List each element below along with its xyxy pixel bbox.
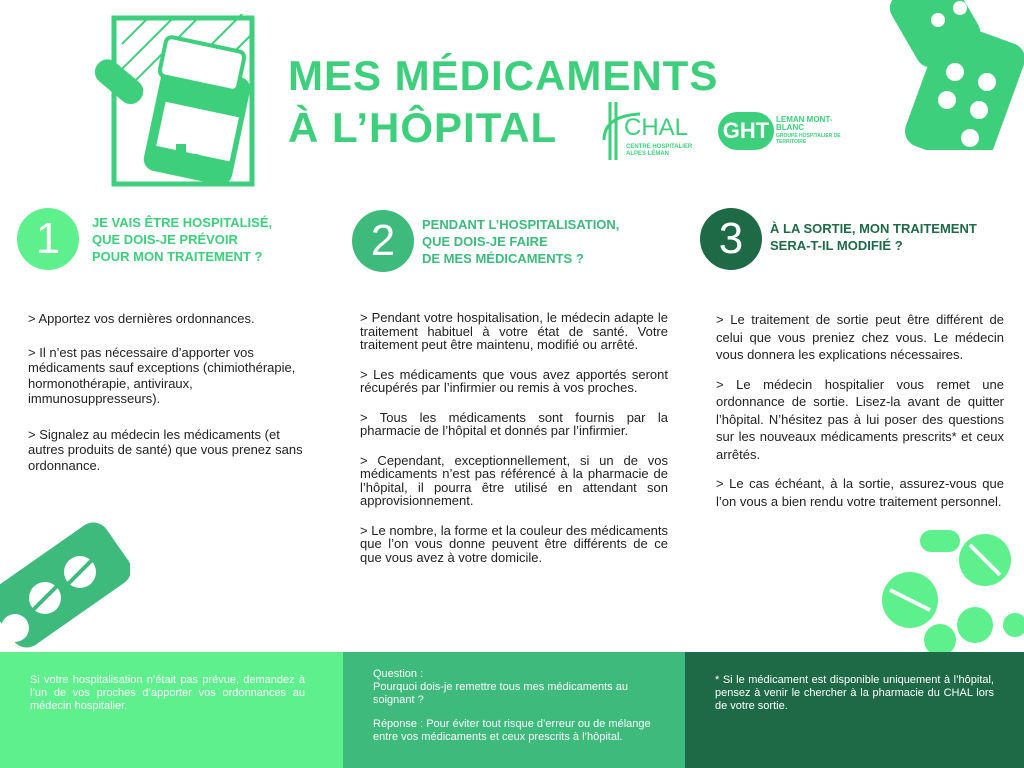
faq-answer: Réponse : Pour éviter tout risque d’erreur ou de mélange entre vos médicaments et ceux prescrits à l’hôpital. <box>373 718 651 743</box>
paragraph: > Il n’est pas nécessaire d’apporter vos médicaments sauf exceptions (chimiothérapie, hormonothérapie, antiviraux, immunosuppresseurs). <box>28 344 296 406</box>
heading-line: JE VAIS ÊTRE HOSPITALISÉ, <box>92 215 273 230</box>
section-2-heading <box>422 216 619 267</box>
paragraph: > Le traitement de sortie peut être différent de celui que vous preniez chez vous. Le médecin vous donnera les explications nécessaires. <box>716 312 1004 362</box>
paragraph: > Le cas échéant, à la sortie, assurez-vous que l’on vous a bien rendu votre traitement personnel. <box>716 476 1004 509</box>
faq-question-label: Question : <box>373 668 424 680</box>
footer-tip-text: Si votre hospitalisation n’était pas prévue, demandez à l’un de vos proches d’apporter vos ordonnances au médecin hospitalier. <box>30 674 305 712</box>
footer-tip <box>0 652 343 768</box>
title-line-1: MES MÉDICAMENTS <box>288 52 719 99</box>
ght-logo-subtitle: GROUPE HOSPITALIER DE TERRITOIRE <box>776 133 841 145</box>
section-3-heading <box>770 220 977 254</box>
footer-faq <box>343 652 685 768</box>
pills-icon <box>880 530 1024 652</box>
pill-blister-icon <box>0 520 130 652</box>
chal-logo <box>600 100 715 162</box>
section-1-body <box>28 311 308 489</box>
paragraph: > Signalez au médecin les médicaments (et autres produits de santé) que vous prenez sans ordonnance. <box>28 426 303 473</box>
ght-logo-text: GHT <box>718 112 774 150</box>
heading-line: DE MES MÉDICAMENTS ? <box>422 251 584 266</box>
paragraph: > Tous les médicaments sont fournis par la pharmacie de l’hôpital et donnés par l’infirmier. <box>360 409 668 438</box>
step-number-2: 2 <box>352 210 414 272</box>
paragraph: > Apportez vos dernières ordonnances. <box>28 311 255 326</box>
heading-line: QUE DOIS-JE PRÉVOIR <box>92 232 238 247</box>
ght-logo <box>718 112 848 152</box>
heading-line: POUR MON TRAITEMENT ? <box>92 249 263 264</box>
paragraph: > Les médicaments que vous avez apportés seront récupérés par l’infirmier ou remis à vos proches. <box>360 366 668 395</box>
footer-note-text: * Si le médicament est disponible uniquement à l’hôpital, pensez à venir le chercher à la pharmacie du CHAL lors de votre sortie. <box>715 674 994 712</box>
section-2-body <box>360 311 668 580</box>
footer-note <box>685 652 1024 768</box>
paragraph: > Cependant, exceptionnellement, si un de vos médicaments n’est pas référencé à la pharmacie de l’hôpital, il pourra être utilisé en attendant son approvisionnement. <box>360 452 668 508</box>
heading-line: À LA SORTIE, MON TRAITEMENT <box>770 221 977 236</box>
heading-line: QUE DOIS-JE FAIRE <box>422 234 548 249</box>
medicine-bottle-illustration <box>92 14 257 189</box>
step-number-1: 1 <box>17 208 79 270</box>
paragraph: > Pendant votre hospitalisation, le médecin adapte le traitement habituel à votre état de santé. Votre traitement peut être maintenu, modifié ou arrêté. <box>360 310 668 352</box>
ght-logo-name: LEMAN MONT-BLANC <box>776 115 833 132</box>
paragraph: > Le nombre, la forme et la couleur des médicaments que l’on vous donne peuvent être différents de ce que vous avez à votre domicile. <box>360 522 668 565</box>
step-number-3: 3 <box>700 208 762 270</box>
faq-question: Pourquoi dois-je remettre tous mes médicaments au soignant ? <box>373 681 628 706</box>
chal-logo-subtitle: CENTRE HOSPITALIER ALPES LÉMAN <box>626 144 693 157</box>
paragraph: > Le médecin hospitalier vous remet une ordonnance de sortie. Lisez-la avant de quitter l’hôpital. N’hésitez pas à lui poser des questions sur les nouveaux médicaments prescrits* et ceux arrêtés. <box>716 376 1004 462</box>
section-1-heading <box>92 214 272 265</box>
heading-line: PENDANT L’HOSPITALISATION, <box>422 217 620 232</box>
heading-line: SERA-T-IL MODIFIÉ ? <box>770 238 903 253</box>
blister-pack-icon <box>880 0 1024 150</box>
title-line-2: À L’HÔPITAL <box>288 104 558 151</box>
section-3-body <box>716 311 1004 526</box>
chal-logo-text: CHAL <box>624 114 689 141</box>
